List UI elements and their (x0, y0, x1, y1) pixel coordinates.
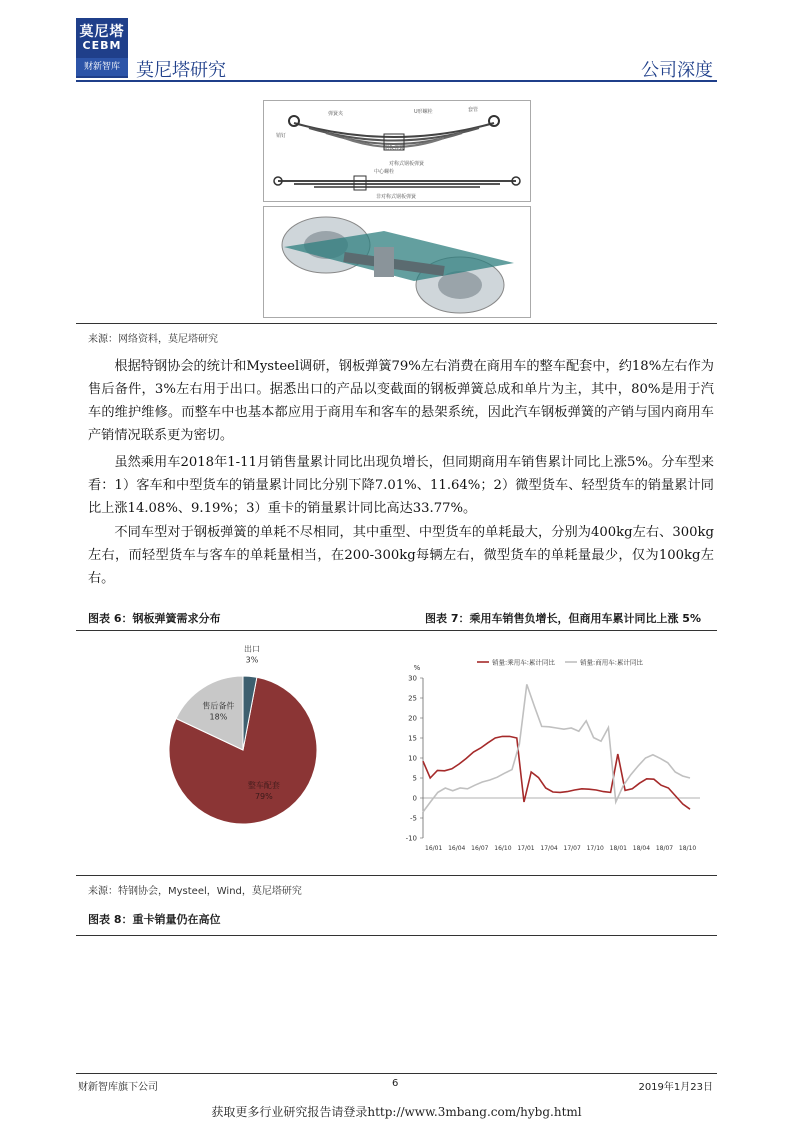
logo-sub: 财新智库 (76, 58, 128, 76)
y-tick-label: 20 (408, 714, 417, 723)
y-tick-label: 5 (412, 774, 417, 783)
diagram-label-symmetric: 对称式钢板弹簧 (389, 161, 425, 167)
y-tick-label: 30 (408, 674, 417, 683)
y-tick-label: -10 (405, 834, 417, 843)
y-tick-label: 15 (408, 734, 417, 743)
diagram-label-ubolt: U形螺栓 (414, 109, 433, 115)
diagram-label-spring: 钢板弹簧 (384, 145, 405, 151)
figure6-title: 图表 6：钢板弹簧需求分布 (88, 612, 221, 625)
x-tick-label: 16/10 (494, 845, 512, 852)
y-tick-label: -5 (410, 814, 417, 823)
diagram-label-asymmetric: 非对称式钢板弹簧 (376, 194, 417, 200)
suspension-diagram (263, 206, 531, 318)
x-tick-label: 18/04 (632, 845, 651, 852)
pie-value-label-0: 79% (254, 791, 273, 801)
footer-rule (76, 1073, 717, 1074)
x-tick-label: 18/10 (678, 845, 697, 852)
x-tick-label: 17/07 (563, 845, 581, 852)
figure8-title: 图表 8：重卡销量仍在高位 (88, 913, 221, 926)
x-tick-label: 18/01 (609, 845, 627, 852)
brand-name: 莫尼塔研究 (136, 60, 226, 81)
x-tick-label: 17/01 (517, 845, 535, 852)
logo-cn: 莫尼塔 (79, 24, 125, 40)
paragraph-2: 虽然乘用车2018年1-11月销售量累计同比出现负增长，但同期商用车销售累计同比上涨5%。分车型来看：1）客车和中型货车的销量累计同比分别下降7.01%、11.64%；2）微型货车、轻型货车的销量累计同比上涨14.08%、9.19%；3）重卡的销量累计同比高达33.77%。 (88, 455, 714, 516)
pie-value-label-2: 3% (245, 655, 259, 665)
y-tick-label: 0 (412, 794, 417, 803)
line-chart (395, 650, 715, 860)
legend-label-1: 销量:商用车:累计同比 (580, 658, 643, 667)
doc-type: 公司深度 (641, 60, 713, 81)
figure8-rule (76, 935, 717, 936)
logo-en: CEBM (82, 39, 122, 52)
diagram-label-pin: 销钉 (276, 133, 287, 139)
x-tick-label: 16/01 (425, 845, 443, 852)
header-rule (76, 80, 717, 82)
figure-title-rule (76, 630, 717, 631)
figure67-rule (76, 875, 717, 876)
suspension-svg (264, 207, 530, 317)
y-tick-label: 10 (408, 754, 417, 763)
x-tick-label: 17/10 (586, 845, 604, 852)
pie-label-1: 售后备件 (202, 701, 235, 711)
y-axis-unit: % (413, 664, 421, 672)
footer-company: 财新智库旗下公司 (78, 1082, 158, 1093)
x-tick-label: 16/07 (471, 845, 489, 852)
x-tick-label: 18/07 (655, 845, 674, 852)
figure67-source: 来源：特钢协会，Mysteel，Wind，莫尼塔研究 (88, 886, 302, 897)
diagram-label-center-bolt: 中心螺栓 (374, 169, 395, 175)
asymmetric-spring (274, 176, 520, 190)
download-link[interactable]: 获取更多行业研究报告请登录http://www.3mbang.com/hybg.html (211, 1105, 582, 1119)
page-number: 6 (392, 1078, 399, 1089)
legend-label-0: 销量:乘用车:累计同比 (492, 658, 555, 667)
diagram-label-sleeve: 套管 (468, 107, 479, 113)
logo (76, 18, 128, 78)
pie-value-label-1: 18% (209, 712, 228, 722)
paragraph-1: 根据特钢协会的统计和Mysteel调研，钢板弹簧79%左右消费在商用车的整车配套中，约18%左右作为售后备件，3%左右用于出口。据悉出口的产品以变截面的钢板弹簧总成和单片为主，其中，80%是用于汽车的维护维修。而整车中也基本都应用于商用车和客车的悬架系统，因此汽车钢板弹簧的产销与国内商用车产销情况联系更为密切。 (88, 359, 714, 443)
x-tick-label: 17/04 (540, 845, 558, 852)
footer-date: 2019年1月23日 (638, 1082, 713, 1093)
y-tick-label: 25 (408, 694, 417, 703)
paragraph-3: 不同车型对于钢板弹簧的单耗不尽相同，其中重型、中型货车的单耗最大，分别为400kg左右、300kg左右，而轻型货车与客车的单耗量相当，在200-300kg每辆左右，微型货车的单耗量最少，仅为100kg左右。 (88, 525, 714, 586)
figure7-title: 图表 7：乘用车销售负增长，但商用车累计同比上涨 5% (425, 612, 701, 625)
figure-rule-top (76, 323, 717, 324)
figure-source: 来源：网络资料，莫尼塔研究 (88, 334, 218, 345)
leaf-spring-svg (264, 101, 530, 201)
pie-label-0: 整车配套 (247, 780, 280, 790)
x-tick-label: 16/04 (448, 845, 466, 852)
pie-chart (100, 645, 390, 875)
pie-label-2: 出口 (244, 645, 261, 654)
diagram-label-clip: 弹簧夹 (328, 111, 344, 117)
leaf-spring-diagram (263, 100, 531, 202)
